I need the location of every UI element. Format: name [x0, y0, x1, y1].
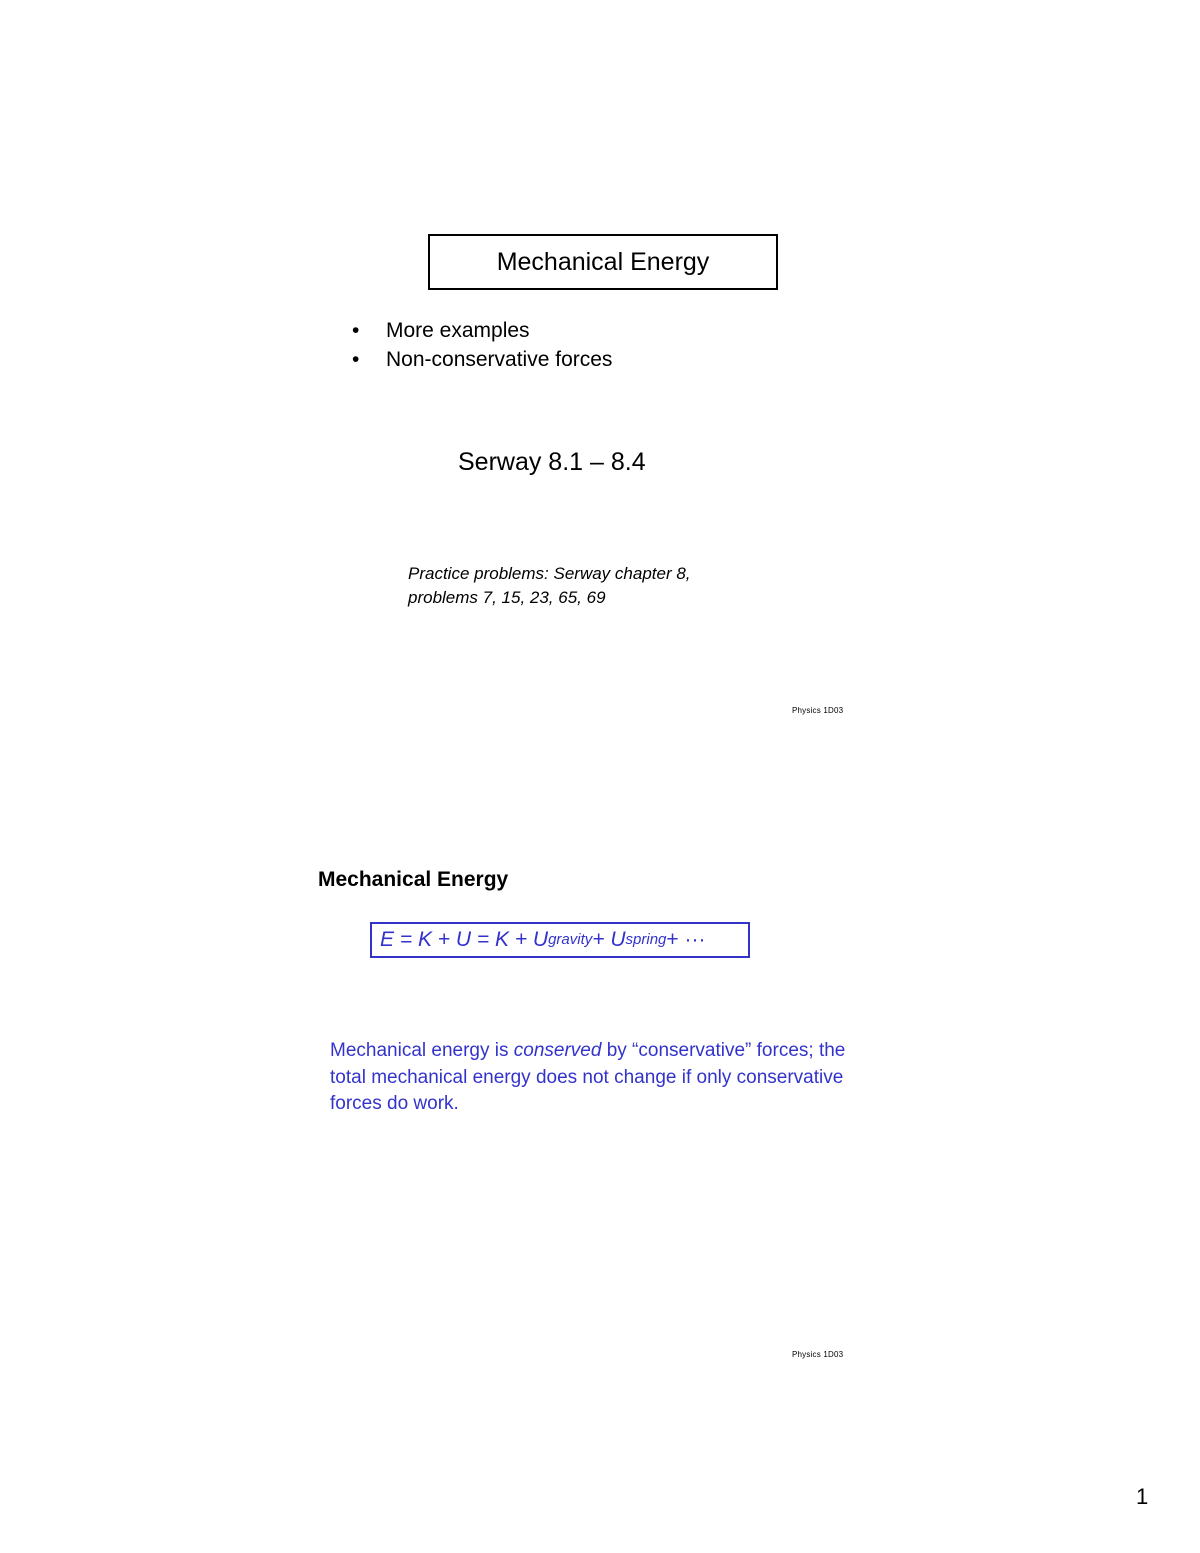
page-number: 1: [1136, 1484, 1149, 1509]
slide-footer: Physics 1D03: [792, 1350, 844, 1359]
formula-middle: + U: [592, 928, 626, 951]
bullet-list: [352, 316, 612, 374]
bullet-marker: •: [352, 319, 360, 342]
list-item: [352, 345, 612, 374]
bullet-text: Non-conservative forces: [386, 348, 613, 371]
slide-title-box: [428, 234, 778, 290]
practice-line: Practice problems: Serway chapter 8,: [408, 564, 691, 583]
practice-line: problems 7, 15, 23, 65, 69: [408, 588, 606, 607]
statement-text: by “conservative” forces; the total mechanical energy does not change if only conservative forces do work.: [330, 1040, 846, 1114]
practice-problems: [408, 562, 691, 610]
slide-footer: Physics 1D03: [792, 706, 844, 715]
list-item: [352, 316, 612, 345]
bullet-marker: •: [352, 348, 360, 371]
formula-lhs: E = K + U = K + U: [380, 928, 549, 951]
statement-emphasis: conserved: [513, 1040, 602, 1061]
bullet-text: More examples: [386, 319, 530, 342]
slide-heading: Mechanical Energy: [318, 868, 509, 891]
formula-tail: + ···: [666, 928, 706, 951]
textbook-reference: Serway 8.1 – 8.4: [458, 448, 646, 476]
conservation-statement: [330, 1038, 850, 1118]
statement-text: Mechanical energy is: [330, 1040, 514, 1061]
slide-title: Mechanical Energy: [496, 247, 710, 276]
formula-box: E = K + U = K + U gravity + U spring + ···: [370, 922, 750, 958]
